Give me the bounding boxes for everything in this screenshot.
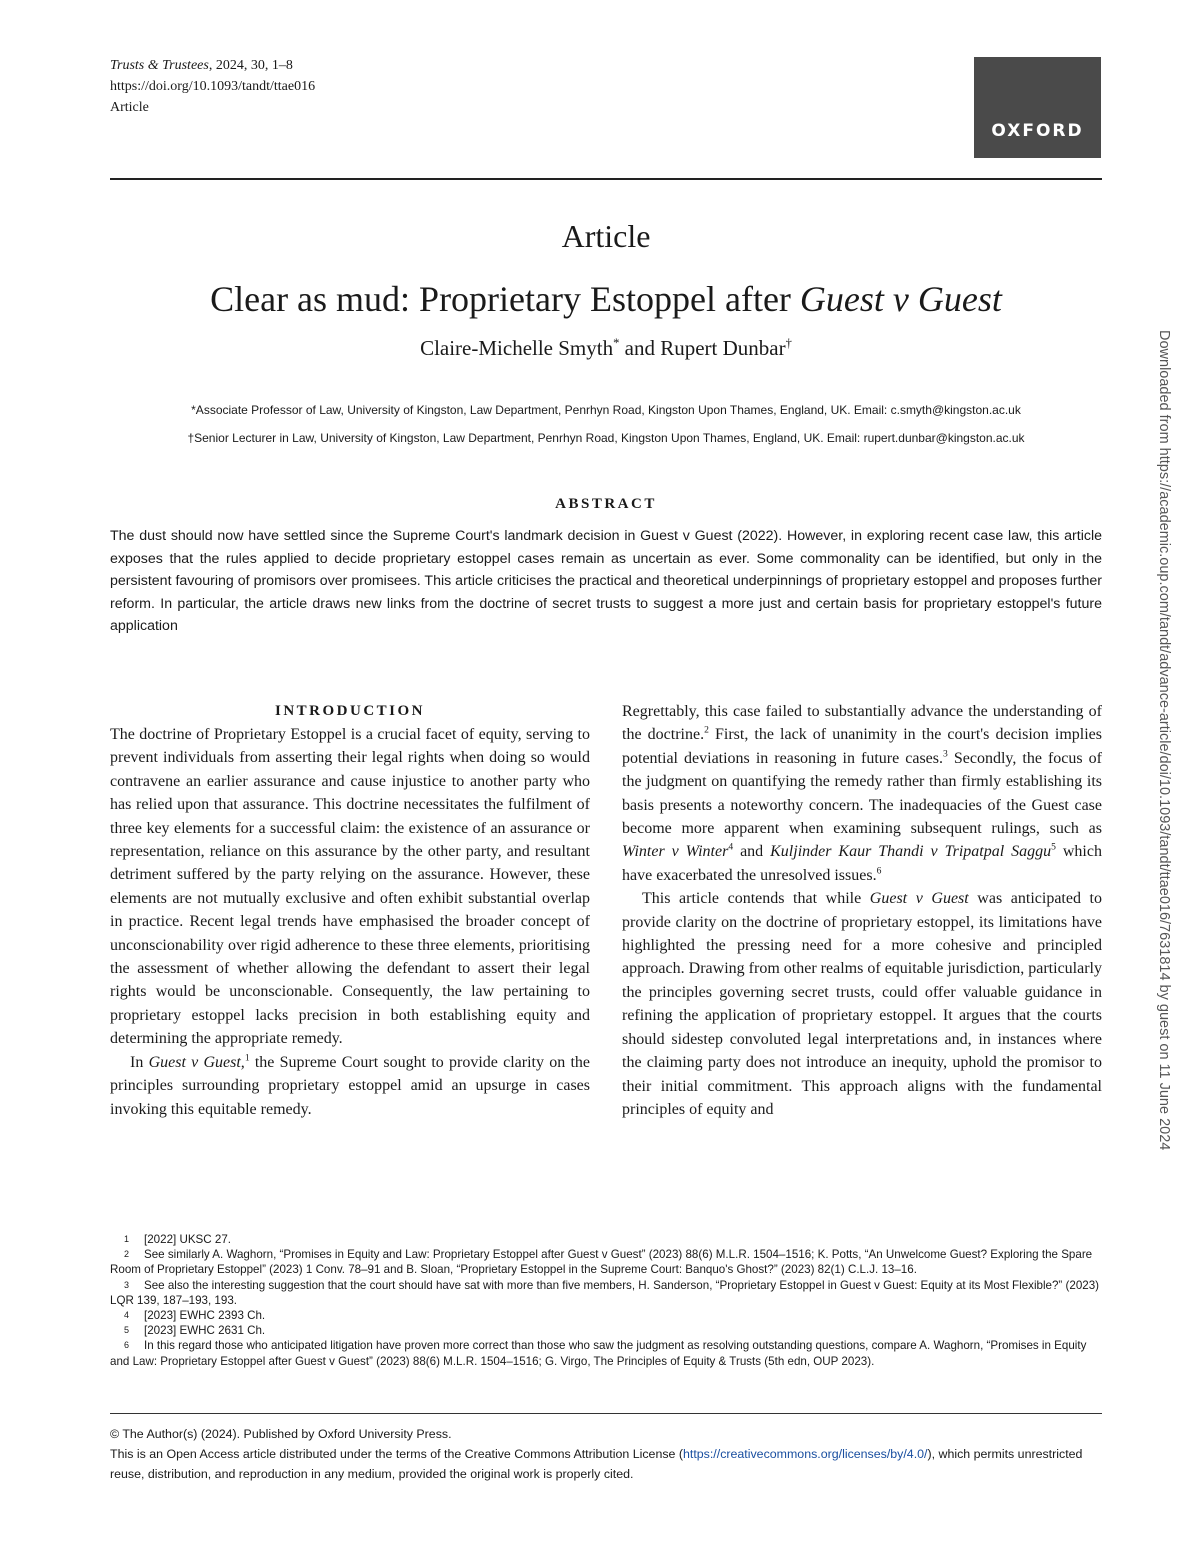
footnote-6 <box>110 1338 1102 1368</box>
footnotes <box>110 1232 1102 1369</box>
title-main: Clear as mud: Proprietary Estoppel after <box>210 279 800 319</box>
p3-text-e: which have exacerbated the unresolved issues. <box>622 843 1102 884</box>
affiliation-1: *Associate Professor of Law, University of Kingston, Law Department, Penrhyn Road, Kingston Upon Thames, England, UK. Email: c.smyth@kingston.ac.uk <box>191 403 1021 417</box>
footnote-number: 3 <box>124 1279 130 1290</box>
journal-doi[interactable]: https://doi.org/10.1093/tandt/ttae016 <box>110 79 316 94</box>
license-text-a: This is an Open Access article distributed under the terms of the Creative Commons Attribution License ( <box>110 1447 683 1461</box>
footnote-number: 6 <box>124 1340 130 1351</box>
footnote-ref-3[interactable]: 3 <box>943 748 948 760</box>
author-2: Rupert Dunbar <box>660 336 786 360</box>
footnote-text: See also the interesting suggestion that the court should have sat with more than five members, H. Sanderson, “Proprietary Estoppel in Guest v Guest: Equity at its Most Flexible?” (2023) LQR 139, 187–193, 193. <box>110 1278 1100 1307</box>
article-title <box>110 278 1102 320</box>
footer-rule <box>110 1413 1102 1414</box>
body-column-left <box>110 700 590 1121</box>
footnote-3 <box>110 1278 1102 1308</box>
journal-article-type: Article <box>110 100 149 115</box>
header-rule <box>110 178 1102 180</box>
oxford-logo <box>974 57 1101 158</box>
p4-text-a: This article contends that while <box>642 890 870 908</box>
footnote-text: [2022] UKSC 27. <box>144 1233 232 1246</box>
footnote-text: [2023] EWHC 2631 Ch. <box>144 1324 266 1338</box>
footnote-number: 1 <box>124 1234 130 1244</box>
abstract-text: The dust should now have settled since the Supreme Court's landmark decision in Guest v Guest (2022). However, in exploring recent case law, this article exposes that the rules applied to decide proprietary estoppel cases remain as uncertain as ever. Some commonality can be identified, but only in the persistent favouring of promisors over promisees. This article criticises the practical and theoretical underpinnings of proprietary estoppel and proposes further reform. In particular, the article draws new links from the doctrine of secret trusts to suggest a more just and certain basis for proprietary estoppel's future application <box>110 528 1102 634</box>
download-watermark-text: Downloaded from https://academic.oup.com/tandt/advance-article/doi/10.1093/tandt/ttae016/7631814 by guest on 11 June 2024 <box>1156 330 1172 1151</box>
journal-name: Trusts & Trustees <box>110 58 209 73</box>
license-link[interactable]: https://creativecommons.org/licenses/by/4.0/ <box>683 1447 928 1461</box>
introduction-heading: INTRODUCTION <box>274 703 425 719</box>
p2-text-a: In <box>130 1053 149 1071</box>
p3-case-winter: Winter v Winter <box>622 843 729 861</box>
footnote-2 <box>110 1247 1102 1277</box>
journal-volume: , 2024, 30, 1–8 <box>208 58 293 73</box>
article-type-heading: Article <box>561 218 651 254</box>
p4-case-name: Guest v Guest <box>869 890 969 908</box>
p3-text-c: Secondly, the focus of the judgment on quantifying the remedy rather than firmly establishing its basis presents a noteworthy concern. The inadequacies of the Guest case become more apparent when examining subsequent rulings, such as <box>622 749 1102 838</box>
footnote-ref-1[interactable]: 1 <box>244 1052 250 1064</box>
copyright-line: © The Author(s) (2024). Published by Oxford University Press. <box>110 1427 452 1441</box>
footnote-text: See similarly A. Waghorn, “Promises in Equity and Law: Proprietary Estoppel after Guest v Guest” (2023) 88(6) M.L.R. 1504–1516; K. Potts, “An Unwelcome Guest? Exploring the Spare Room of Proprietary Estoppel” (2023) 1 Conv. 78–91 and B. Sloan, “Proprietary Estoppel in the Supreme Court: Banquo's Ghost?” (2023) 82(1) C.L.J. 13–16. <box>110 1248 1093 1277</box>
affiliation-2: †Senior Lecturer in Law, University of Kingston, Law Department, Penrhyn Road, Kingston Upon Thames, England, UK. Email: rupert.dunbar@kingston.ac.uk <box>187 431 1025 445</box>
author-line <box>110 336 1102 361</box>
p2-text-b: the Supreme Court sought to provide clarity on the principles surrounding proprietary estoppel amid an upsurge in cases invoking this equitable remedy. <box>110 1053 591 1118</box>
author-conjunction: and <box>619 336 661 360</box>
license-text-b: ), which permits unrestricted reuse, distribution, and reproduction in any medium, provided the original work is properly cited. <box>110 1447 1083 1481</box>
footnote-5 <box>110 1323 1102 1338</box>
download-watermark <box>1152 330 1172 1220</box>
footnote-4 <box>110 1308 1102 1323</box>
body-paragraph-1: The doctrine of Proprietary Estoppel is a crucial facet of equity, serving to prevent individuals from asserting their legal rights when doing so would contravene an earlier assurance and cause injustice to another party who has relied upon that assurance. This doctrine necessitates the fulfilment of three key elements for a successful claim: the existence of an assurance or representation, reliance on this assurance by the other party, and resultant detriment suffered by the party relying on the assurance. However, these elements are not mutually exclusive and often exhibit substantial overlap in practice. Recent legal trends have emphasised the broader concept of unconscionability over rigid adherence to these three elements, prioritising the assessment of whether allowing the defendant to assert their legal rights would be unconscionable. Consequently, the law pertaining to proprietary estoppel lacks precision in both establishing equity and determining the appropriate remedy. <box>110 726 590 1048</box>
p3-text-b: First, the lack of unanimity in the court's decision implies potential deviations in reasoning in future cases. <box>622 726 1103 767</box>
footnote-ref-2[interactable]: 2 <box>704 725 709 737</box>
abstract-heading: ABSTRACT <box>555 496 657 512</box>
author-1-mark: * <box>613 336 620 350</box>
body-paragraph-3 <box>622 700 1102 887</box>
title-case-name: Guest v Guest <box>799 279 1002 319</box>
footnote-number: 2 <box>124 1249 130 1260</box>
p2-case-name: Guest v Guest, <box>148 1053 245 1071</box>
license-notice <box>110 1424 1102 1484</box>
footnote-ref-5[interactable]: 5 <box>1051 842 1056 854</box>
p3-text-a: Regrettably, this case failed to substantially advance the understanding of the doctrine. <box>622 703 1102 744</box>
body-column-right <box>622 700 1102 1121</box>
footnote-text: [2023] EWHC 2393 Ch. <box>144 1309 266 1323</box>
p3-text-d: and <box>733 843 771 861</box>
author-2-mark: † <box>785 336 792 350</box>
body-paragraph-2 <box>110 1051 590 1121</box>
footnote-number: 4 <box>124 1310 130 1321</box>
body-paragraph-4 <box>622 887 1102 1121</box>
license-text <box>110 1444 1102 1484</box>
journal-citation <box>110 55 315 76</box>
author-1: Claire-Michelle Smyth <box>420 336 614 360</box>
footnote-number: 5 <box>124 1325 130 1336</box>
journal-info <box>110 55 315 118</box>
footnote-text: In this regard those who anticipated litigation have proven more correct than those who saw the judgment as resolving outstanding questions, compare A. Waghorn, “Promises in Equity and Law: Proprietary Estoppel after Guest v Guest” (2023) 88(6) M.L.R. 1504–1516; G. Virgo, The Principles of Equity & Trusts (5th edn, OUP 2023). <box>110 1339 1087 1368</box>
footnote-ref-4[interactable]: 4 <box>728 842 734 854</box>
p4-text-b: was anticipated to provide clarity on the doctrine of proprietary estoppel, its limitations have highlighted the pressing need for a more cohesive and principled approach. Drawing from other realms of equitable jurisdiction, particularly the principles governing secret trusts, could offer valuable guidance in refining the application of proprietary estoppel. It argues that the courts should sidestep convoluted legal interpretations and, in instances where the claiming party does not introduce an inequity, uphold the promisor to their initial commitment. This approach aligns with the fundamental principles of equity and <box>622 890 1103 1118</box>
oxford-logo-text: OXFORD <box>991 121 1084 141</box>
footnote-ref-6[interactable]: 6 <box>876 865 882 877</box>
footnote-1 <box>110 1232 1102 1247</box>
p3-case-thandi: Kuljinder Kaur Thandi v Tripatpal Saggu <box>770 843 1052 861</box>
